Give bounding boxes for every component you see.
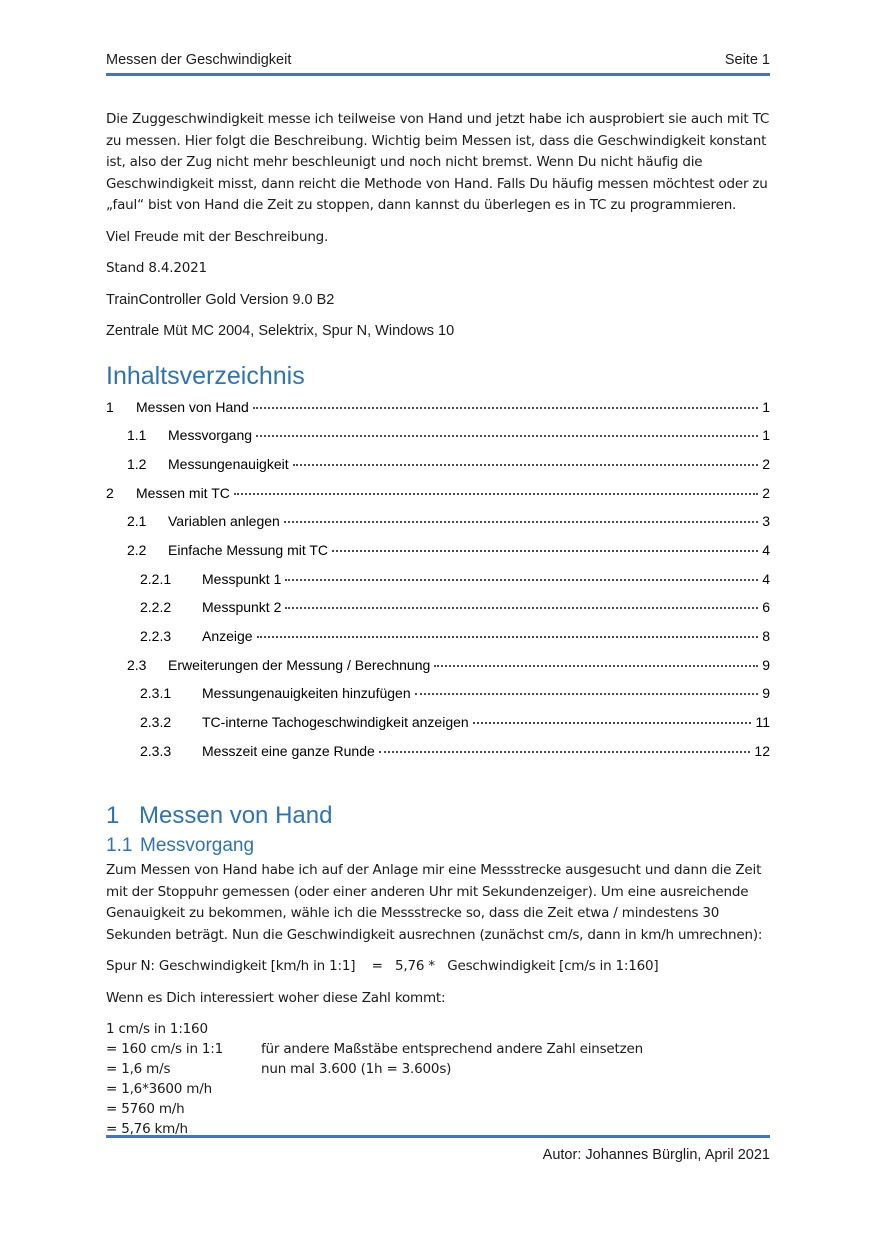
toc-page-number: 2	[762, 455, 770, 472]
toc-entry-label: Messvorgang	[168, 427, 253, 444]
toc-entry-number: 1.1	[127, 427, 147, 444]
footer-author: Autor: Johannes Bürglin, April 2021	[542, 1147, 770, 1163]
toc-entry-label: Messungenauigkeiten hinzufügen	[202, 685, 411, 702]
toc-dotted-leader	[415, 693, 759, 695]
derivation-left-value: = 1,6 m/s	[106, 1061, 171, 1078]
derivation-left-value: = 1,6*3600 m/h	[106, 1081, 212, 1098]
toc-page-number: 11	[755, 714, 770, 731]
toc-page-number: 4	[762, 570, 770, 587]
toc-entry-label: Messungenauigkeit	[168, 455, 289, 472]
toc-entry[interactable]	[106, 535, 770, 564]
toc-entry[interactable]	[106, 478, 770, 507]
toc-entry[interactable]	[106, 506, 770, 535]
header-page-number: Seite 1	[724, 52, 770, 68]
toc-entry[interactable]	[106, 449, 770, 478]
derivation-row	[106, 1099, 770, 1119]
toc-heading: Inhaltsverzeichnis	[106, 361, 305, 390]
toc-entry[interactable]	[106, 678, 770, 707]
toc-page-number: 8	[762, 628, 770, 644]
toc-entry[interactable]	[106, 621, 770, 650]
toc-entry-number: 2.3.2	[140, 714, 172, 731]
measurement-description-paragraph: Zum Messen von Hand habe ich auf der Anlage mir eine Messstrecke ausgesucht und dann die Zeit mit der Stoppuhr gemessen (oder einer anderen Uhr mit Sekundenzeiger). Um eine ausreichende Genauigkeit zu bekommen, wähle ich die Messstrecke so, dass die Zeit etwa / mindestens 30 Sekunden beträgt. Nun die Geschwindigkeit ausrechnen (zunächst cm/s, dann in km/h umrechnen):	[106, 862, 763, 943]
toc-dotted-leader	[285, 579, 758, 581]
toc-entry-label: Einfache Messung mit TC	[168, 541, 329, 558]
toc-entry-label: Messen von Hand	[136, 398, 249, 415]
derivation-intro-line: Wenn es Dich interessiert woher diese Zahl kommt:	[106, 989, 446, 1006]
toc-entry-label: TC-interne Tachogeschwindigkeit anzeigen	[202, 714, 469, 731]
derivation-right-note: nun mal 3.600 (1h = 3.600s)	[261, 1061, 452, 1078]
intro-paragraph: Die Zuggeschwindigkeit messe ich teilweise von Hand und jetzt habe ich ausprobiert sie auch mit TC zu messen. Hier folgt die Beschreibung. Wichtig beim Messen ist, dass die Geschwindigkeit konstant ist, also der Zug nicht mehr beschleunigt und noch nicht bremst. Wenn Du nicht häufig die Geschwindigkeit misst, dann reicht die Methode von Hand. Falls Du häufig messen möchtest oder zu „faul“ bist von Hand die Zeit zu stoppen, dann kannst du überlegen es in TC zu programmieren.	[106, 111, 770, 213]
toc-entry[interactable]	[106, 736, 770, 765]
toc-entry-number: 2.2	[127, 541, 147, 558]
toc-dotted-leader	[234, 493, 758, 495]
section-title: Messen von Hand	[139, 802, 333, 830]
toc-entry-number: 2.2.3	[140, 628, 172, 644]
toc-entry-number: 2.2.2	[140, 599, 172, 616]
toc-page-number: 9	[762, 685, 770, 702]
toc-entry-label: Messen mit TC	[136, 484, 230, 501]
toc-dotted-leader	[293, 464, 759, 466]
toc-dotted-leader	[257, 636, 759, 638]
toc-dotted-leader	[284, 521, 758, 523]
toc-dotted-leader	[256, 435, 758, 437]
version-date-line: Stand 8.4.2021	[106, 260, 207, 276]
toc-dotted-leader	[285, 607, 758, 609]
derivation-row	[106, 1039, 770, 1059]
toc-entry-number: 2.3.3	[140, 742, 172, 759]
toc-entry[interactable]	[106, 564, 770, 593]
system-info-line: Zentrale Müt MC 2004, Selektrix, Spur N, Windows 10	[106, 323, 455, 339]
page-footer	[106, 1135, 770, 1163]
header-title: Messen der Geschwindigkeit	[106, 52, 292, 68]
table-of-contents	[106, 392, 770, 765]
derivation-left-value: 1 cm/s in 1:160	[106, 1021, 208, 1038]
toc-dotted-leader	[379, 751, 751, 753]
toc-entry-label: Anzeige	[202, 628, 253, 644]
toc-entry-label: Messpunkt 1	[202, 570, 282, 587]
subsection-heading-1-1	[106, 835, 770, 857]
toc-dotted-leader	[253, 407, 758, 409]
toc-page-number: 1	[762, 427, 770, 444]
toc-entry-number: 2.2.1	[140, 570, 172, 587]
toc-entry-label: Messzeit eine ganze Runde	[202, 742, 375, 759]
toc-page-number: 6	[762, 599, 770, 616]
toc-page-number: 12	[754, 742, 770, 759]
toc-entry-label: Erweiterungen der Messung / Berechnung	[168, 656, 431, 673]
toc-entry-label: Variablen anlegen	[168, 513, 280, 530]
toc-entry-label: Messpunkt 2	[202, 599, 282, 616]
toc-dotted-leader	[473, 722, 752, 724]
toc-entry-number: 2.3.1	[140, 685, 172, 702]
derivation-right-note	[261, 1099, 770, 1119]
toc-dotted-leader	[434, 665, 758, 667]
subsection-title: Messvorgang	[140, 835, 255, 857]
toc-entry-number: 2.1	[127, 513, 147, 530]
derivation-row	[106, 1079, 770, 1099]
toc-page-number: 2	[762, 484, 770, 501]
greeting-paragraph: Viel Freude mit der Beschreibung.	[106, 228, 329, 245]
toc-entry-number: 1	[106, 398, 114, 415]
derivation-left-value: = 5,76 km/h	[106, 1121, 188, 1138]
toc-dotted-leader	[332, 550, 758, 552]
toc-page-number: 3	[762, 513, 770, 530]
derivation-block	[106, 1019, 770, 1139]
toc-entry-number: 1.2	[127, 455, 147, 472]
derivation-right-note	[261, 1079, 770, 1099]
toc-entry[interactable]	[106, 650, 770, 679]
toc-entry[interactable]	[106, 392, 770, 421]
derivation-right-note	[261, 1019, 770, 1039]
page-header	[106, 52, 770, 76]
derivation-left-value: = 160 cm/s in 1:1	[106, 1041, 224, 1058]
speed-formula-line: Spur N: Geschwindigkeit [km/h in 1:1] = 5,76 * Geschwindigkeit [cm/s in 1:160]	[106, 958, 659, 975]
toc-page-number: 4	[762, 541, 770, 558]
toc-page-number: 9	[762, 656, 770, 673]
toc-entry[interactable]	[106, 420, 770, 449]
section-number: 1	[106, 802, 120, 830]
toc-entry-number: 2	[106, 484, 114, 501]
derivation-left-value: = 5760 m/h	[106, 1101, 185, 1118]
toc-entry-number: 2.3	[127, 656, 147, 673]
software-version-line: TrainController Gold Version 9.0 B2	[106, 291, 335, 308]
toc-page-number: 1	[762, 398, 770, 415]
toc-entry[interactable]	[106, 707, 770, 736]
toc-entry[interactable]	[106, 592, 770, 621]
derivation-row	[106, 1059, 770, 1079]
subsection-number: 1.1	[106, 835, 133, 857]
derivation-row	[106, 1019, 770, 1039]
derivation-right-note: für andere Maßstäbe entsprechend andere Zahl einsetzen	[261, 1041, 643, 1058]
section-heading-1	[106, 802, 770, 830]
